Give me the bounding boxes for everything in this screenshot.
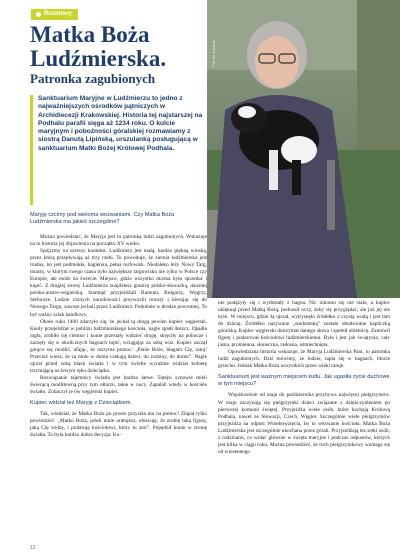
photo-credit: Fot. M. Łabędź (211, 40, 216, 67)
interview-photo (207, 0, 400, 298)
article-subtitle: Patronka zagubionych (30, 71, 156, 86)
column-1 (30, 234, 207, 439)
section-tag (31, 9, 78, 20)
paragraph: Współcześnie od maja do października przybywa najwięcej pielgrzymów. W maju zaczynają się pielgrzymki dzieci związane z dziękczynieniem po pierwszej komunii świętej. Przyjeżdża wiele osób, które kochają Królową Podhala, nawet ze Słowacji, Czech, Węgier. Szczególnie wiele pielgrzymów przyjeżdża na odpust Wniebowzięcia, bo to wezwanie kościoła. Matka Boża Ludźmierska jest szczególnie ukochana przez górali. Przyjeżdżają tez setki osób, z rodzinami, co widać głównie w święta maryjne i podczas odpustów, których jest kilka w ciągu roku. Można powiedzieć, że ruch pielgrzymkowy wzmaga się od wiosennego (218, 392, 390, 455)
question-1: Maryję czcimy pod wieloma wezwaniami. Czy Matka Boża Ludźmierska ma jakieś szczególne? (30, 212, 175, 226)
page-number: 12 (30, 545, 36, 551)
paragraph: nie podążyły się i wydostały z bagna. Nic nikomu się nie stało, a kupiec uklęknął przed Matką Bożą, podnosił oczy, żeby się przyglądać, ale już jej nie było. W miejscu, gdzie Ją ujrzał, wytrysnęło źródełko z czystą wodą i jest tam do dzisiaj. Źródełko nazywane „studzienką” zostało obudowane kapliczką góralską. Kupiec węgierski dotrzymał danego słowa i spełnił obietnicę. Zamówił figurę i podarował kościołowi ludźmierskiemu. Była i jest jak świątynia, cały jasna, promienna, słoneczna, radosna, uśmiechnięta. (218, 300, 390, 349)
paragraph: Około roku 1400 zdarzyło się, że jechał tą drogą pewien kupiec węgierski. Kiedy przejeżdżał w pobliżu ludźmierskiego kościoła, nagle spadł deszcz. Opadła mgła, zrobiło się ciemno i konie przestały widzieć drogę, skręciły na pobocze i zaczęły się w okolicznych bagnach topić, wciągając za sobą wóz. Kupiec zaczął gorąco się modlić, ufając, że otrzyma pomoc: „Panie Boże, błagam Cię, ratuj! Przecież wiesz, że za mnie w domu czekają dzieci, do rodziny, do domu”. Nagle ujrzał przed sobą blask światła i w tym świetle wyraźnie widział kobietę trzymającą na lewym ręku dzieciątko. (30, 318, 207, 374)
column-2 (218, 300, 390, 456)
paragraph: Tak, wiedział, że Matka Boża po prostu przyszła mu na pomoc! Złapał tylko powiedzieć: „Matko Boża, jeżeli mnie uratujesz, obiecuję, że zrobię taką figurę, jaką Cię widzę, i podaruję kościołowi, który tu stoi”. Popędził konie w stronę światła. To była bardzo dobra decyzja. Ko- (30, 411, 207, 439)
paragraph: Można powiedzieć, że Maryja jest tu patronką ludzi zagubionych. Wskazuje na to historia jej objawienia na początku XV wieku. (30, 234, 207, 248)
photo-illustration (207, 0, 400, 298)
article-title: Matka Boża Ludźmierska. (30, 22, 167, 71)
article-lead: Sanktuarium Maryjne w Ludźmierzu to jedno z najważniejszych ośrodków pątniczych w Archidiecezji Krakowskiej. Historia tej najstarszej na Podhalu parafii sięga aż 1234 roku. O kulcie maryjnym i pobożności góralskiej rozmawiamy z siostrą Danutą Lipińską, urszulanką posługującą w sanktuarium Matki Bożej Królowej Podhala. (38, 95, 203, 152)
lead-block (30, 95, 206, 205)
bullet-icon (36, 12, 41, 17)
section-tag-label: Rozmowy (44, 11, 73, 17)
question-3: Sanktuarium jest ważnym miejscem kultu. Jak ugasiła życie duchowe w tym miejscu? (218, 374, 390, 388)
paragraph: Opowiedziana historia wskazuje, że Maryja Ludźmierska Pani, to patronka ludzi zagubionych. Dziś mówimy, że ludzie, tapla się w bagnach, błocie grzechu. Jednak Matka Boża wszystkich przez wieki ratuje. (218, 349, 390, 370)
paragraph: Rozwiązanie tajemnicy światła jest bardzo łatwe. Tutejsi synowie mieli świecącą modlitewną przy tym ołtarzu, takie w nocy. Zapalali wtedy w kościele światło. Zobaczył je ów węgierski kupiec. (30, 374, 207, 396)
question-2: Kupiec widział też Maryję z Dzieciątkiem. (30, 400, 132, 407)
paragraph: Spójrzmy na szerszy kontekst. Ludźmierz jest małą, bardzo piękną wioską, przez którą przepływają aż trzy rzeki. To powoduje, że ziemia ludźmierska jest trudna, bo jest podmokła, bagienna, pełna torfowisk. Niedaleko leży Nowy Targ, miasto, w którym swego czasu było największe targowisko nie tylko w Polsce czy Europie, ale może na świecie. Miejsce, gdzie wszystko można było sprzedać i kupić. Z drugiej strony Ludźmierza znajdziesz granicę polsko-słowacką, dawniej polsko-austro-węgierską. Stamtąd przyjeżdżali Rumuni, Bułgarzy, Węgrzy, Serbowie. Ludzie różnych narodowości przywozili towary i kierując się do Nowego Targu, zawsze jechali przez Ludźmierz. Podobnie w drodze powrotnej. To był ważny szlak handlowy. (30, 248, 207, 318)
